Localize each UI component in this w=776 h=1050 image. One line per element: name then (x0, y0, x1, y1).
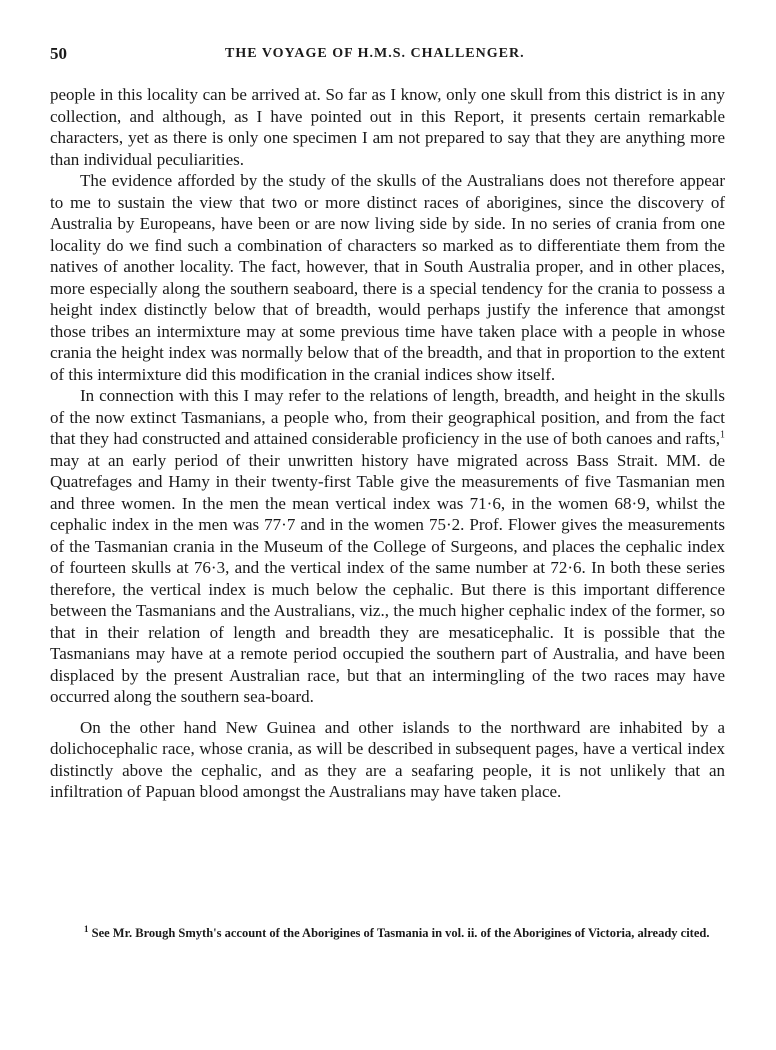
footnote-text: See Mr. Brough Smyth's account of the Aborigines of Tasmania in vol. ii. of the Aborigines of Victoria, already cited. (88, 926, 710, 940)
page-number: 50 (50, 44, 67, 63)
running-title: THE VOYAGE OF H.M.S. CHALLENGER. (225, 46, 525, 61)
body-text (50, 84, 725, 803)
paragraph-3-text-a: In connection with this I may refer to the relations of length, breadth, and height in the skulls of the now extinct Tasmanians, a people who, from their geographical position, and from the fact that they had constructed and attained considerable proficiency in the use of both canoes and rafts, (50, 386, 725, 448)
page-header (50, 44, 725, 68)
paragraph-3-text-b: may at an early period of their unwritten history have migrated across Bass Strait. MM. de Quatrefages and Hamy in their twenty-first Table give the measurements of five Tasmanian men and three women. In the men the mean vertical index was 71·6, in the women 68·9, whilst the cephalic index in the men was 77·7 and in the women 75·2. Prof. Flower gives the measurements of the Tasmanian crania in the Museum of the College of Surgeons, and places the cephalic index of fourteen skulls at 76·3, and the vertical index of the same number at 72·6. In both these series therefore, the vertical index is much below the cephalic. But there is this important difference between the Tasmanians and the Australians, viz., the much higher cephalic index of the former, so that in their relation of length and breadth they are mesaticephalic. It is possible that the Tasmanians may have at a remote period occupied the southern part of Australia, and have been displaced by the present Australian race, but that an intermingling of the two races may have occurred along the southern sea-board. (50, 450, 725, 706)
paragraph-1: people in this locality can be arrived at. So far as I know, only one skull from this district is in any collection, and although, as I have pointed out in this Report, it presents certain remarkable characters, yet as there is only one specimen I am not prepared to say that they are anything more than individual peculiarities. (50, 85, 725, 169)
footnote-mark: 1 (84, 923, 89, 934)
paragraph-4: On the other hand New Guinea and other islands to the northward are inhabited by a dolichocephalic race, whose crania, as will be described in subsequent pages, have a vertical index distinctly above the cephalic, and as they are a seafaring people, it is not unlikely that an infiltration of Papuan blood amongst the Australians may have taken place. (50, 717, 725, 801)
paragraph-3 (50, 385, 725, 708)
footnote (50, 923, 725, 941)
footnote-reference: 1 (720, 429, 725, 441)
paragraph-2: The evidence afforded by the study of the skulls of the Australians does not therefore appear to me to sustain the view that two or more distinct races of aborigines, since the discovery of Australia by Europeans, have been or are now living side by side. In no series of crania from one locality do we find such a combination of characters so marked as to differentiate them from the natives of another locality. The fact, however, that in South Australia proper, and in other places, more especially along the southern seaboard, there is a special tendency for the crania to possess a height index distinctly below that of breadth, would perhaps justify the inference that amongst those tribes an intermixture may at some previous time have taken place with a people in whose crania the height index was normally below that of the breadth, and that in proportion to the extent of this intermixture did this modification in the cranial indices show itself. (50, 171, 725, 384)
